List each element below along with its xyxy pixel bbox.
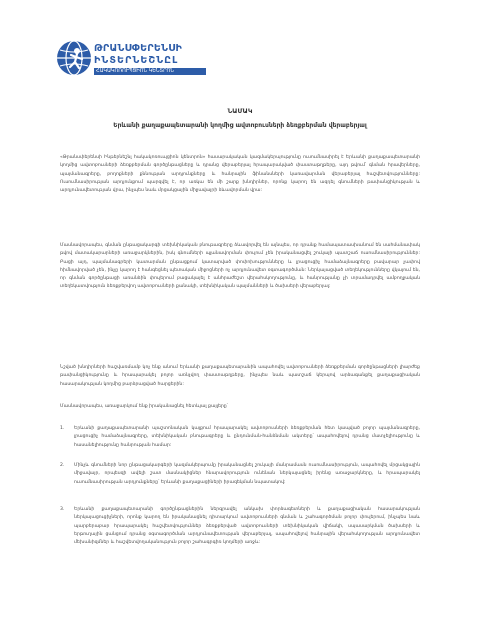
logo-line-1: ԹՐԱՆՍՓԵՐԵՆՍԻ xyxy=(94,43,183,54)
body-paragraph: «Թրանսփերենսի Ինթերնեշնլ հակակոռուպցիոն կենտրոն» հասարակական կազմակերպությունը ուսումնասիրել է Երևանի քաղաքապետարանի կողմից ավտոբուսների ձեռքբերման գործընթացները և դրանց վերաբերյալ հրապարակված փաստաթղթերը, այդ թվում՝ գնման հրավերները, պայմանագրերը, բողոքների քննության արդյունքները և հանրային ֆինանսների կառավարման վերաբերյալ հաշվետվությունները: Ուսումնասիրության արդյունքում պարզվել է, որ առկա են մի շարք խնդիրներ, որոնք կարող են ազդել գնումների թափանցիկության և արդյունավետության վրա, ինչպես նաև մրցակցային միջավայրի ձևավորման վրա: xyxy=(60,155,420,194)
list-number: 1. xyxy=(60,426,65,431)
list-item xyxy=(60,425,420,459)
globe-person-icon xyxy=(56,40,92,76)
logo-line-2: ԻՆՏԵՐՆԵՇՆԸԼ xyxy=(94,54,179,66)
logo-line-3: ՀԱԿԱԿՈՌՈՒՊՑԻՈՆ ԿԵՆՏՐՈՆ xyxy=(94,68,206,75)
logo-text xyxy=(94,44,206,75)
body-paragraph: Մասնավորապես, գնման ընթացակարգի տեխնիկական բնութագրերը ձևավորվել են այնպես, որ դրանք համապատասխանում են սահմանափակ թվով մատակարարների առաջարկներին, իսկ գնումների պլանավորման փուլում չեն իրականացվել շուկայի պատշաճ ուսումնասիրություններ: Բացի այդ, պայմանագրերի կատարման ընթացքում կատարված փոփոխությունները և լրացուցիչ համաձայնագրերը բավարար չափով հիմնավորված չեն, ինչը կարող է հանգեցնել պետական միջոցների ոչ արդյունավետ օգտագործման: Ներկայացված տեղեկությունները վկայում են, որ գնման գործընթացի առանձին փուլերում բացակայել է անհրաժեշտ վերահսկողությունը, և հանրությանը չի տրամադրվել ամբողջական տեղեկատվություն ձեռքբերվող ավտոբուսների քանակի, տեխնիկական պայմանների և ծախսերի վերաբերյալ: xyxy=(60,243,420,290)
list-text: Երևանի քաղաքապետարանի գործընթացներին ներգրավել անկախ փորձագետների և քաղաքացիական հասարակության ներկայացուցիչների, որոնք կարող են իրականացնել դիտարկում ավտոբուսների գնման և շահագործման բոլոր փուլերում, ինչպես նաև պարբերաբար հրապարակել հաշվետվություններ ձեռքբերված ավտոբուսների տեխնիկական վիճակի, սպասարկման ծախսերի և երթուղային ցանցում դրանց օգտագործման արդյունավետության վերաբերյալ, ապահովելով հանրային վերահսկողության արդյունավետ մեխանիզմներ և հաշվետվողականություն բոլոր շահագրգիռ կողմերի առջև: xyxy=(74,507,420,546)
document-label: ՆԱՄԱԿ xyxy=(227,107,253,115)
list-number: 3. xyxy=(60,507,65,512)
list-number: 2. xyxy=(60,463,65,468)
organization-logo xyxy=(56,40,206,78)
list-text: Երևանի քաղաքապետարանի պաշտոնական կայքում հրապարակել ավտոբուսների ձեռքբերման հետ կապված բոլոր պայմանագրերը, լրացուցիչ համաձայնագրերը, տեխնիկական բնութագրերը և ընդունման-հանձնման ակտերը՝ ապահովելով դրանց մատչելիությունը և հասանելիությունը հանրության համար: xyxy=(74,426,420,448)
body-paragraph: Նշված խնդիրների հաշվառմամբ կոչ ենք անում Երևանի քաղաքապետարանին ապահովել ավտոբուսների ձեռքբերման գործընթացների լիարժեք թափանցիկությունը և հրապարակել բոլոր առնչվող փաստաթղթերը, ինչպես նաև պատշաճ կերպով արձագանքել քաղաքացիական հասարակության կողմից բարձրացված հարցերին: xyxy=(60,365,420,387)
list-text: Մինչև գնումների նոր ընթացակարգերի կազմակերպումը իրականացնել շուկայի մանրամասն ուսումնասիրություն, ապահովել մրցակցային միջավայր, որպեսզի ավելի շատ մասնակիցներ հնարավորություն ունենան ներկայացնել իրենց առաջարկները, և հրապարակել ուսումնասիրության արդյունքները՝ Երևանի քաղաքացիների իրազեկման նպատակով: xyxy=(74,463,420,485)
list-item xyxy=(60,506,420,574)
document-title: Երևանի քաղաքապետարանի կողմից ավտոբուսների ձեռքբերման վերաբերյալ xyxy=(113,122,367,129)
list-intro: Մասնավորապես, առաջարկում ենք իրականացնել հետևյալ քայլերը՝ xyxy=(60,404,228,409)
list-item xyxy=(60,462,420,504)
